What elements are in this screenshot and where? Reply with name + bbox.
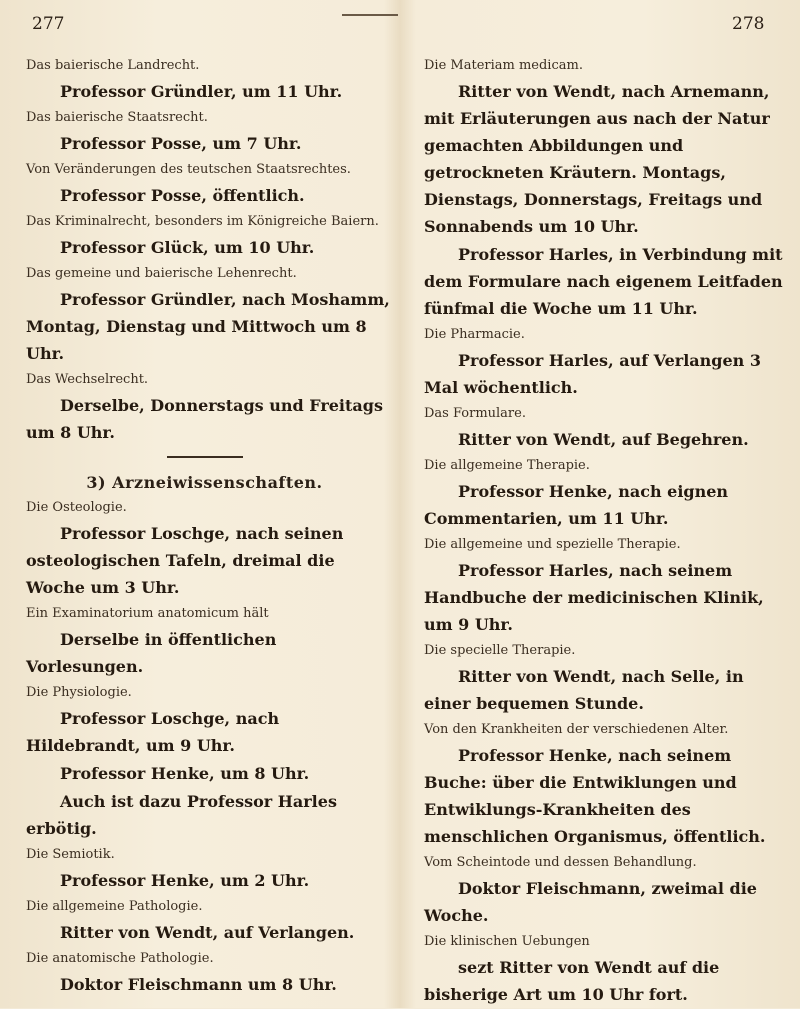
- entry-heading: Die allgemeine Therapie.: [424, 458, 590, 473]
- entry-text: Professor Harles, nach seinem Handbuche der medicinischen Klinik, um 9 Uhr.: [424, 561, 764, 634]
- entry-text: Professor Henke, um 8 Uhr.: [60, 764, 310, 783]
- entry-heading: Das gemeine und baierische Lehenrecht.: [26, 266, 297, 281]
- entry-text: Professor Posse, um 7 Uhr.: [60, 134, 302, 153]
- entry: [12, 368, 397, 446]
- entry-text: Derselbe in öffentlichen Vorlesungen.: [26, 630, 277, 676]
- entry: [410, 533, 795, 638]
- entry: [410, 930, 795, 1008]
- entry-heading: Die allgemeine und spezielle Therapie.: [424, 537, 681, 552]
- entry: [410, 54, 795, 240]
- entry-heading: Vom Scheintode und dessen Behandlung.: [424, 855, 697, 870]
- entry: [12, 843, 397, 894]
- entry: [12, 496, 397, 601]
- entry-text: Auch ist dazu Professor Harles erbötig.: [26, 792, 337, 838]
- entry-heading: Die Semiotik.: [26, 847, 115, 862]
- entry-text: Professor Henke, nach eignen Commentarien, um 11 Uhr.: [424, 482, 729, 528]
- entry-text: sezt Ritter von Wendt auf die bisherige Art um 10 Uhr fort.: [424, 958, 720, 1004]
- section-heading: 3) Arzneiwissenschaften.: [86, 473, 323, 492]
- entry: [410, 241, 795, 322]
- page-number: 278: [732, 14, 765, 34]
- entry: [12, 210, 397, 261]
- entry-text: Professor Glück, um 10 Uhr.: [60, 238, 315, 257]
- left-page-entries: [12, 54, 397, 999]
- entry-text: Professor Henke, nach seinem Buche: über die Entwiklungen und Entwiklungs-Krankheiten des menschlichen Organismus, öffentlich.: [424, 746, 766, 846]
- entry: [410, 323, 795, 401]
- entry-heading: Die Osteologie.: [26, 500, 127, 515]
- entry-heading: Das Kriminalrecht, besonders im Königreiche Baiern.: [26, 214, 379, 229]
- entry-heading: Das baierische Staatsrecht.: [26, 110, 208, 125]
- entry-heading: Die specielle Therapie.: [424, 643, 576, 658]
- entry: [12, 602, 397, 680]
- entry-text: Ritter von Wendt, auf Begehren.: [458, 430, 749, 449]
- entry: [12, 54, 397, 105]
- entry-heading: Von Veränderungen des teutschen Staatsrechtes.: [26, 162, 351, 177]
- entry-heading: Das Formulare.: [424, 406, 526, 421]
- entry-heading: Von den Krankheiten der verschiedenen Alter.: [424, 722, 729, 737]
- entry-text: Ritter von Wendt, nach Selle, in einer bequemen Stunde.: [424, 667, 744, 713]
- entry: [12, 262, 397, 367]
- entry: [12, 788, 397, 842]
- entry-text: Professor Loschge, nach Hildebrandt, um 9 Uhr.: [26, 709, 280, 755]
- entry-text: Professor Loschge, nach seinen osteologischen Tafeln, dreimal die Woche um 3 Uhr.: [26, 524, 344, 597]
- entry: [410, 402, 795, 453]
- entry-heading: Die allgemeine Pathologie.: [26, 899, 203, 914]
- section-divider: [167, 456, 243, 458]
- entry: [12, 947, 397, 998]
- entry-heading: Die anatomische Pathologie.: [26, 951, 214, 966]
- right-page: [410, 0, 795, 1008]
- entry: [410, 639, 795, 717]
- entry: [410, 718, 795, 850]
- entry: [12, 895, 397, 946]
- entry-heading: Die Pharmacie.: [424, 327, 525, 342]
- right-page-entries: [410, 54, 795, 1009]
- entry: [12, 158, 397, 209]
- left-page: [12, 0, 397, 1008]
- entry-heading: Die Materiam medicam.: [424, 58, 583, 73]
- entry: [12, 760, 397, 787]
- entry-text: Professor Henke, um 2 Uhr.: [60, 871, 310, 890]
- entry-text: Professor Gründler, um 11 Uhr.: [60, 82, 343, 101]
- entry-text: Professor Harles, in Verbindung mit dem Formulare nach eigenem Leitfaden fünfmal die Woche um 11 Uhr.: [424, 245, 783, 318]
- entry-text: Ritter von Wendt, auf Verlangen.: [60, 923, 355, 942]
- entry-text: Professor Harles, auf Verlangen 3 Mal wöchentlich.: [424, 351, 761, 397]
- entry: [12, 681, 397, 759]
- entry-text: Professor Posse, öffentlich.: [60, 186, 305, 205]
- page-number: 277: [32, 14, 65, 34]
- entry: [410, 454, 795, 532]
- entry-text: Derselbe, Donnerstags und Freitags um 8 Uhr.: [26, 396, 383, 442]
- entry: [410, 851, 795, 929]
- entry-heading: Das baierische Landrecht.: [26, 58, 200, 73]
- entry: [12, 106, 397, 157]
- entry-text: Doktor Fleischmann, zweimal die Woche.: [424, 879, 757, 925]
- entry-text: Professor Gründler, nach Moshamm, Montag, Dienstag und Mittwoch um 8 Uhr.: [26, 290, 390, 363]
- entry-heading: Ein Examinatorium anatomicum hält: [26, 606, 269, 621]
- entry-text: Ritter von Wendt, nach Arnemann, mit Erläuterungen aus nach der Natur gemachten Abbildungen und getrockneten Kräutern. Montags, Dienstags, Donnerstags, Freitags und Sonnabends um 10 Uhr.: [424, 82, 770, 236]
- entry-text: Doktor Fleischmann um 8 Uhr.: [60, 975, 337, 994]
- entry-heading: Die klinischen Uebungen: [424, 934, 590, 949]
- entry-heading: Die Physiologie.: [26, 685, 132, 700]
- entry-heading: Das Wechselrecht.: [26, 372, 149, 387]
